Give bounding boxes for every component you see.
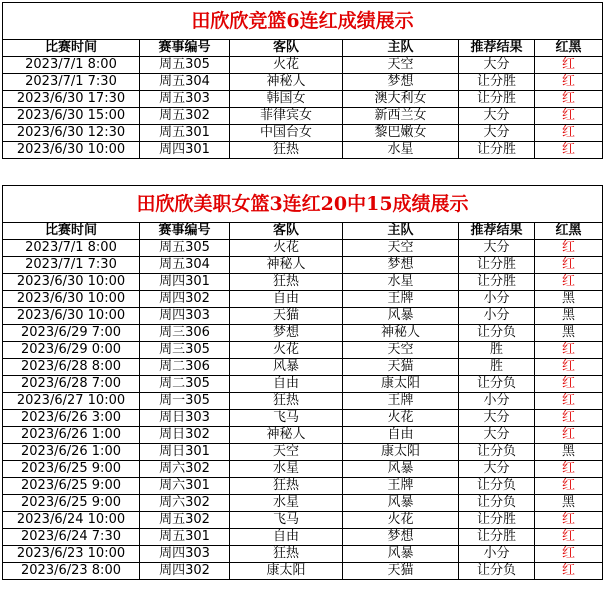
match-time-cell: 2023/7/1 8:00 [3, 57, 140, 74]
match-time-cell: 2023/6/23 8:00 [3, 563, 140, 580]
match-number-cell: 周五305 [140, 240, 230, 257]
match-number-cell: 周五304 [140, 257, 230, 274]
home-team-cell: 天猫 [343, 359, 459, 376]
pick-cell: 让分胜 [459, 257, 535, 274]
table-row [3, 512, 603, 529]
result-cell: 红 [535, 427, 603, 444]
match-number-cell: 周五304 [140, 74, 230, 91]
away-team-cell: 天猫 [230, 308, 343, 325]
table-row [3, 546, 603, 563]
header-pick: 推荐结果 [459, 40, 535, 57]
table-row [3, 142, 603, 159]
table-row [3, 325, 603, 342]
home-team-cell: 澳大利女 [343, 91, 459, 108]
match-time-cell: 2023/6/29 7:00 [3, 325, 140, 342]
match-time-cell: 2023/6/28 7:00 [3, 376, 140, 393]
pick-cell: 大分 [459, 410, 535, 427]
table-title: 田欣欣竞篮6连红成绩展示 [3, 3, 603, 40]
table-row [3, 461, 603, 478]
result-cell: 红 [535, 393, 603, 410]
away-team-cell: 火花 [230, 240, 343, 257]
match-time-cell: 2023/6/30 15:00 [3, 108, 140, 125]
home-team-cell: 梦想 [343, 529, 459, 546]
match-number-cell: 周四303 [140, 546, 230, 563]
result-cell: 黑 [535, 308, 603, 325]
table-row [3, 74, 603, 91]
away-team-cell: 康太阳 [230, 563, 343, 580]
table-title: 田欣欣美职女篮3连红20中15成绩展示 [3, 186, 603, 223]
match-number-cell: 周六301 [140, 478, 230, 495]
match-time-cell: 2023/6/30 10:00 [3, 142, 140, 159]
match-time-cell: 2023/6/27 10:00 [3, 393, 140, 410]
result-cell: 红 [535, 257, 603, 274]
match-number-cell: 周日303 [140, 410, 230, 427]
pick-cell: 大分 [459, 461, 535, 478]
match-time-cell: 2023/6/29 0:00 [3, 342, 140, 359]
table-row [3, 342, 603, 359]
pick-cell: 让分负 [459, 325, 535, 342]
match-number-cell: 周五302 [140, 108, 230, 125]
match-time-cell: 2023/6/24 10:00 [3, 512, 140, 529]
pick-cell: 让分负 [459, 478, 535, 495]
away-team-cell: 中国台女 [230, 125, 343, 142]
match-time-cell: 2023/6/28 8:00 [3, 359, 140, 376]
away-team-cell: 水星 [230, 495, 343, 512]
home-team-cell: 黎巴嫩女 [343, 125, 459, 142]
home-team-cell: 风暴 [343, 546, 459, 563]
result-cell: 红 [535, 125, 603, 142]
pick-cell: 小分 [459, 291, 535, 308]
match-number-cell: 周日302 [140, 427, 230, 444]
match-time-cell: 2023/6/30 10:00 [3, 291, 140, 308]
match-number-cell: 周四302 [140, 291, 230, 308]
away-team-cell: 风暴 [230, 359, 343, 376]
away-team-cell: 狂热 [230, 546, 343, 563]
pick-cell: 胜 [459, 342, 535, 359]
header-match-time: 比赛时间 [3, 223, 140, 240]
home-team-cell: 火花 [343, 410, 459, 427]
result-cell: 黑 [535, 495, 603, 512]
table-row [3, 308, 603, 325]
away-team-cell: 梦想 [230, 325, 343, 342]
header-home-team: 主队 [343, 223, 459, 240]
match-time-cell: 2023/6/25 9:00 [3, 495, 140, 512]
match-number-cell: 周三306 [140, 325, 230, 342]
header-result: 红黑 [535, 40, 603, 57]
header-home-team: 主队 [343, 40, 459, 57]
result-cell: 红 [535, 563, 603, 580]
header-away-team: 客队 [230, 223, 343, 240]
pick-cell: 大分 [459, 125, 535, 142]
home-team-cell: 火花 [343, 512, 459, 529]
match-time-cell: 2023/6/26 3:00 [3, 410, 140, 427]
pick-cell: 让分胜 [459, 512, 535, 529]
pick-cell: 让分胜 [459, 529, 535, 546]
result-cell: 红 [535, 108, 603, 125]
result-cell: 红 [535, 274, 603, 291]
away-team-cell: 神秘人 [230, 427, 343, 444]
pick-cell: 大分 [459, 108, 535, 125]
result-cell: 红 [535, 74, 603, 91]
result-cell: 黑 [535, 325, 603, 342]
pick-cell: 小分 [459, 546, 535, 563]
pick-cell: 让分负 [459, 563, 535, 580]
table-row [3, 410, 603, 427]
table-row [3, 108, 603, 125]
table-row [3, 563, 603, 580]
away-team-cell: 天空 [230, 444, 343, 461]
result-cell: 红 [535, 512, 603, 529]
match-number-cell: 周四301 [140, 142, 230, 159]
match-time-cell: 2023/6/30 12:30 [3, 125, 140, 142]
away-team-cell: 飞马 [230, 512, 343, 529]
away-team-cell: 神秘人 [230, 257, 343, 274]
match-time-cell: 2023/6/30 10:00 [3, 274, 140, 291]
pick-cell: 让分负 [459, 376, 535, 393]
match-time-cell: 2023/6/26 1:00 [3, 427, 140, 444]
home-team-cell: 天空 [343, 240, 459, 257]
home-team-cell: 梦想 [343, 74, 459, 91]
table-row [3, 291, 603, 308]
home-team-cell: 天猫 [343, 563, 459, 580]
match-time-cell: 2023/6/23 10:00 [3, 546, 140, 563]
table-row [3, 274, 603, 291]
pick-cell: 让分胜 [459, 274, 535, 291]
match-number-cell: 周二305 [140, 376, 230, 393]
match-number-cell: 周六302 [140, 461, 230, 478]
home-team-cell: 风暴 [343, 461, 459, 478]
match-number-cell: 周一305 [140, 393, 230, 410]
table-row [3, 57, 603, 74]
away-team-cell: 狂热 [230, 393, 343, 410]
table-row [3, 376, 603, 393]
pick-cell: 大分 [459, 240, 535, 257]
table-row [3, 529, 603, 546]
match-time-cell: 2023/7/1 7:30 [3, 74, 140, 91]
match-number-cell: 周日301 [140, 444, 230, 461]
home-team-cell: 神秘人 [343, 325, 459, 342]
match-number-cell: 周五302 [140, 512, 230, 529]
home-team-cell: 风暴 [343, 495, 459, 512]
match-time-cell: 2023/7/1 8:00 [3, 240, 140, 257]
pick-cell: 让分胜 [459, 74, 535, 91]
home-team-cell: 水星 [343, 274, 459, 291]
match-time-cell: 2023/7/1 7:30 [3, 257, 140, 274]
home-team-cell: 新西兰女 [343, 108, 459, 125]
table-6-win-streak [2, 2, 603, 159]
home-team-cell: 水星 [343, 142, 459, 159]
result-cell: 红 [535, 461, 603, 478]
pick-cell: 让分胜 [459, 91, 535, 108]
away-team-cell: 火花 [230, 57, 343, 74]
header-result: 红黑 [535, 223, 603, 240]
match-time-cell: 2023/6/30 17:30 [3, 91, 140, 108]
pick-cell: 大分 [459, 57, 535, 74]
result-cell: 黑 [535, 444, 603, 461]
table-row [3, 444, 603, 461]
match-time-cell: 2023/6/25 9:00 [3, 461, 140, 478]
match-number-cell: 周五305 [140, 57, 230, 74]
table-row [3, 125, 603, 142]
match-number-cell: 周四302 [140, 563, 230, 580]
result-cell: 黑 [535, 291, 603, 308]
home-team-cell: 王牌 [343, 393, 459, 410]
pick-cell: 大分 [459, 427, 535, 444]
home-team-cell: 王牌 [343, 478, 459, 495]
result-cell: 红 [535, 529, 603, 546]
pick-cell: 胜 [459, 359, 535, 376]
table-row [3, 393, 603, 410]
table-row [3, 478, 603, 495]
table-row [3, 427, 603, 444]
table-row [3, 240, 603, 257]
pick-cell: 小分 [459, 393, 535, 410]
pick-cell: 小分 [459, 308, 535, 325]
match-number-cell: 周六302 [140, 495, 230, 512]
home-team-cell: 自由 [343, 427, 459, 444]
home-team-cell: 康太阳 [343, 444, 459, 461]
header-match-number: 赛事编号 [140, 40, 230, 57]
match-number-cell: 周四303 [140, 308, 230, 325]
home-team-cell: 天空 [343, 342, 459, 359]
away-team-cell: 狂热 [230, 274, 343, 291]
match-number-cell: 周三305 [140, 342, 230, 359]
match-number-cell: 周五301 [140, 125, 230, 142]
result-cell: 红 [535, 546, 603, 563]
result-cell: 红 [535, 359, 603, 376]
table-row [3, 91, 603, 108]
pick-cell: 让分负 [459, 444, 535, 461]
home-team-cell: 梦想 [343, 257, 459, 274]
away-team-cell: 自由 [230, 529, 343, 546]
away-team-cell: 火花 [230, 342, 343, 359]
away-team-cell: 菲律宾女 [230, 108, 343, 125]
away-team-cell: 狂热 [230, 142, 343, 159]
result-cell: 红 [535, 57, 603, 74]
header-match-time: 比赛时间 [3, 40, 140, 57]
home-team-cell: 康太阳 [343, 376, 459, 393]
header-away-team: 客队 [230, 40, 343, 57]
result-cell: 红 [535, 410, 603, 427]
away-team-cell: 水星 [230, 461, 343, 478]
home-team-cell: 风暴 [343, 308, 459, 325]
match-time-cell: 2023/6/24 7:30 [3, 529, 140, 546]
match-number-cell: 周五301 [140, 529, 230, 546]
header-match-number: 赛事编号 [140, 223, 230, 240]
away-team-cell: 自由 [230, 376, 343, 393]
match-time-cell: 2023/6/30 10:00 [3, 308, 140, 325]
match-number-cell: 周四301 [140, 274, 230, 291]
away-team-cell: 神秘人 [230, 74, 343, 91]
result-cell: 红 [535, 91, 603, 108]
home-team-cell: 天空 [343, 57, 459, 74]
away-team-cell: 狂热 [230, 478, 343, 495]
result-cell: 红 [535, 240, 603, 257]
table-wnba-record [2, 185, 603, 580]
match-number-cell: 周二306 [140, 359, 230, 376]
header-pick: 推荐结果 [459, 223, 535, 240]
result-cell: 红 [535, 142, 603, 159]
result-cell: 红 [535, 342, 603, 359]
result-cell: 红 [535, 478, 603, 495]
away-team-cell: 韩国女 [230, 91, 343, 108]
home-team-cell: 王牌 [343, 291, 459, 308]
pick-cell: 让分负 [459, 495, 535, 512]
table-row [3, 257, 603, 274]
away-team-cell: 自由 [230, 291, 343, 308]
table-row [3, 495, 603, 512]
match-number-cell: 周五303 [140, 91, 230, 108]
away-team-cell: 飞马 [230, 410, 343, 427]
match-time-cell: 2023/6/25 9:00 [3, 478, 140, 495]
pick-cell: 让分胜 [459, 142, 535, 159]
match-time-cell: 2023/6/26 1:00 [3, 444, 140, 461]
table-row [3, 359, 603, 376]
result-cell: 红 [535, 376, 603, 393]
